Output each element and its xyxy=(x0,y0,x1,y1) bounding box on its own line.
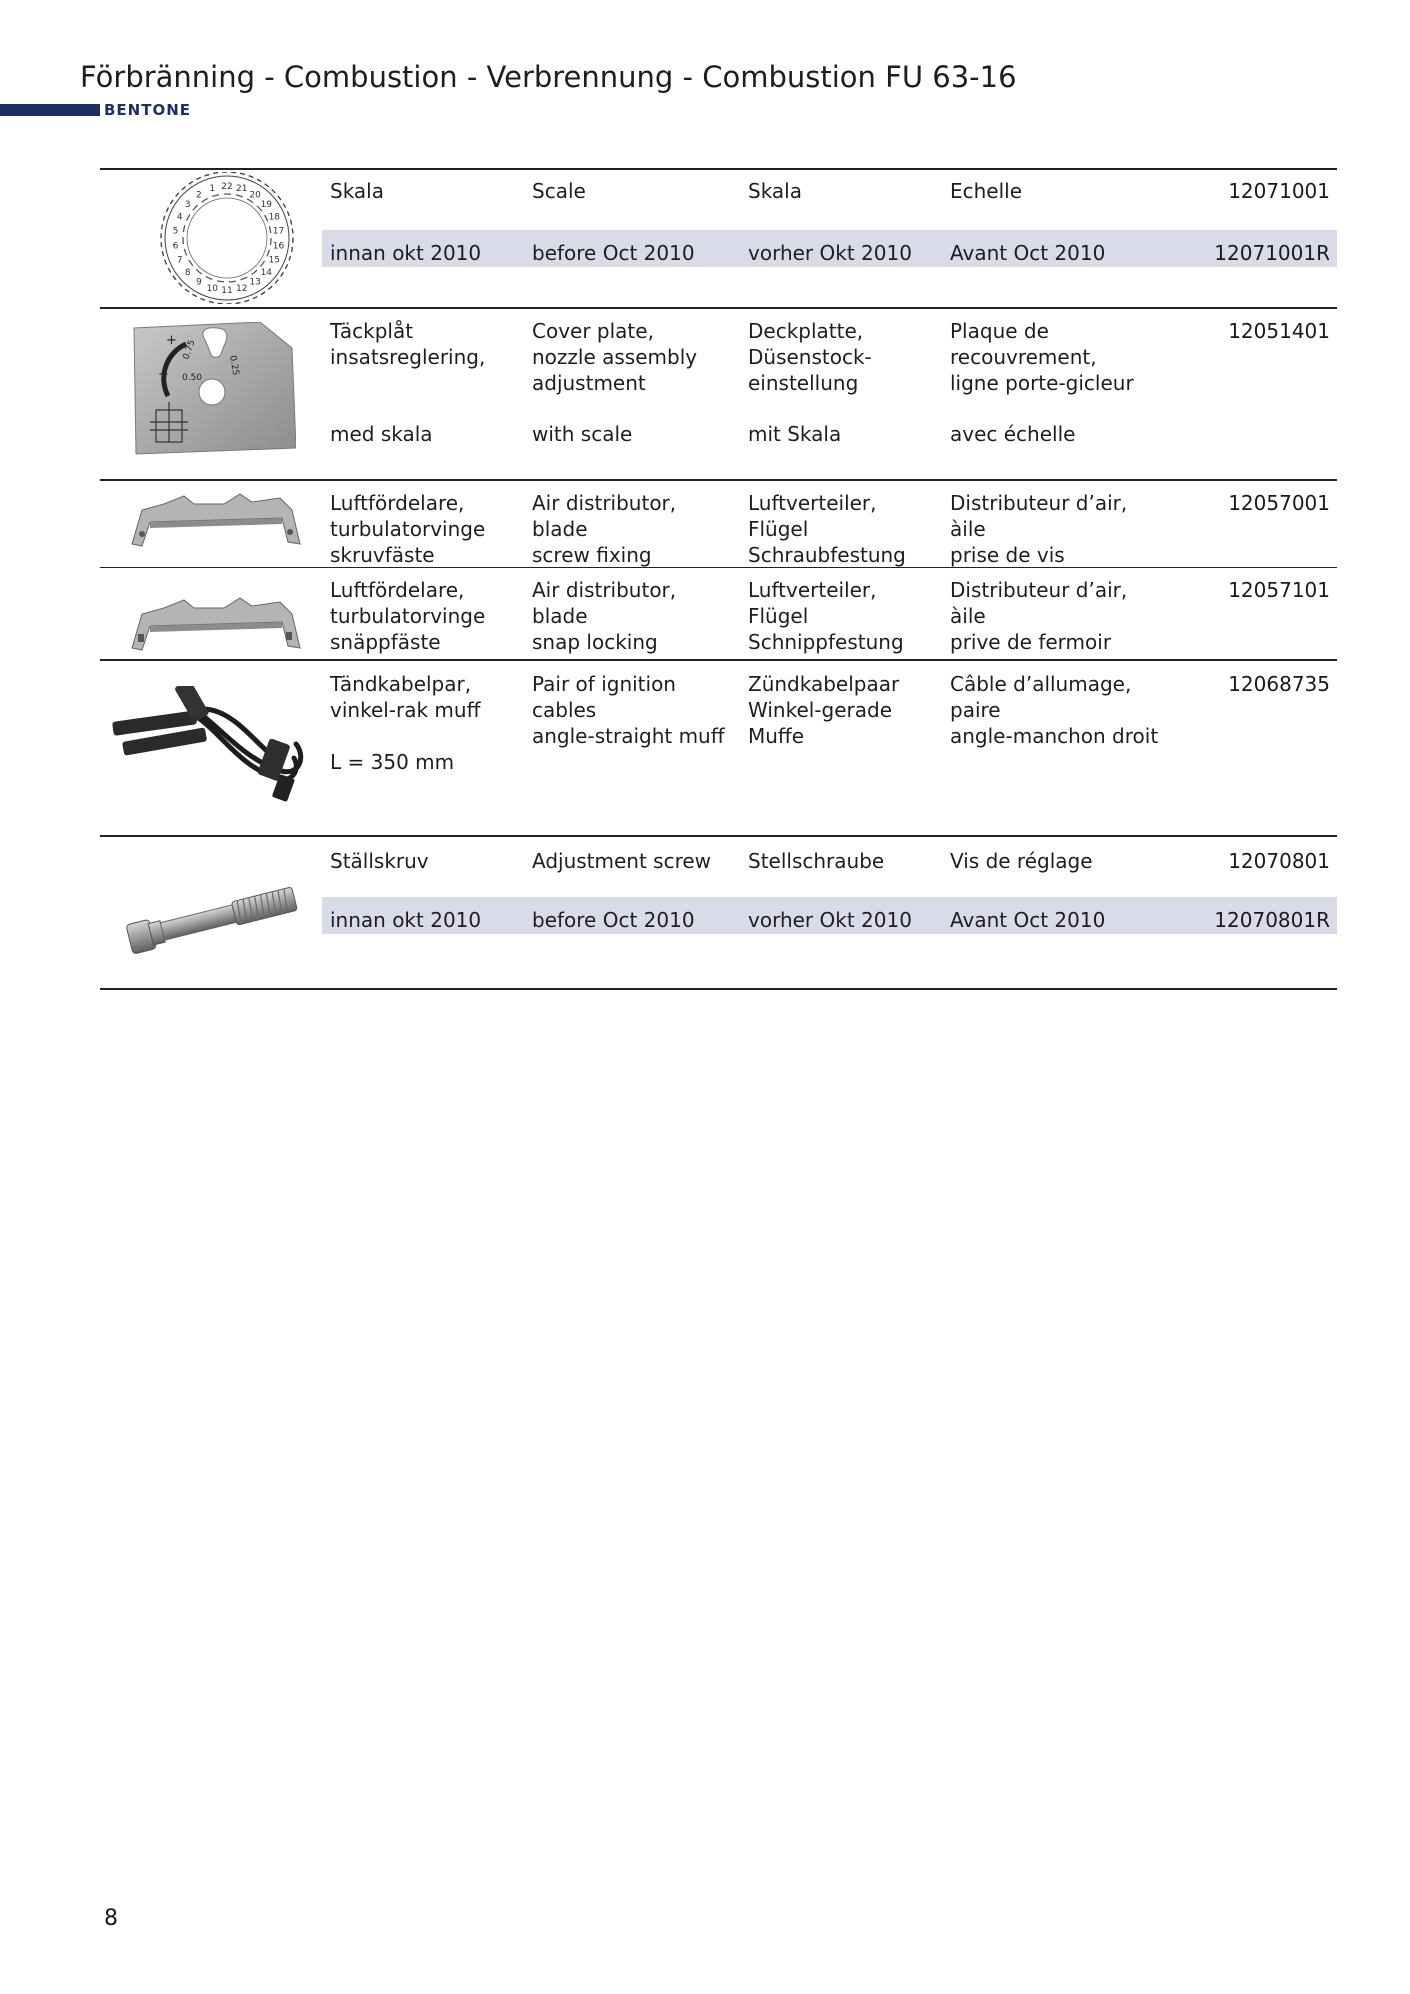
part-5-fr-3: angle-manchon droit xyxy=(950,724,1159,748)
air-distributor-screw-image xyxy=(124,490,304,552)
dial-number: 19 xyxy=(260,199,273,210)
note-sv: med skala xyxy=(330,422,433,446)
part-2-fr-2: recouvrement, xyxy=(950,345,1097,369)
part-3-en-1: Air distributor, xyxy=(532,491,677,515)
part-5-sv-1: Tändkabelpar, xyxy=(330,672,472,696)
part-6-fr: Vis de réglage xyxy=(950,849,1093,873)
row-divider xyxy=(100,307,1337,309)
part-2-fr-3: ligne porte-gicleur xyxy=(950,371,1134,395)
variant-fr: Avant Oct 2010 xyxy=(950,908,1106,932)
part-2-fr-1: Plaque de xyxy=(950,319,1049,343)
note-en: with scale xyxy=(532,422,633,446)
part-5-sv-4: L = 350 mm xyxy=(330,750,455,774)
dial-number: 8 xyxy=(184,268,191,279)
part-4-en-1: Air distributor, xyxy=(532,578,677,602)
part-4-fr-2: àile xyxy=(950,604,986,628)
part-3-fr-2: àile xyxy=(950,517,986,541)
part-3-sv-1: Luftfördelare, xyxy=(330,491,465,515)
part-number: 12051401 xyxy=(1228,319,1330,343)
plate-minus-label: − xyxy=(158,367,169,382)
row-divider xyxy=(100,835,1337,837)
dial-number: 13 xyxy=(249,277,261,288)
part-5-de-2: Winkel-gerade xyxy=(748,698,892,722)
part-4-en-3: snap locking xyxy=(532,630,658,654)
part-3-en-2: blade xyxy=(532,517,588,541)
part-4-en-2: blade xyxy=(532,604,588,628)
part-number: 12068735 xyxy=(1228,672,1330,696)
part-3-en-3: screw fixing xyxy=(532,543,652,567)
note-fr: avec échelle xyxy=(950,422,1076,446)
ignition-cables-image xyxy=(110,686,310,802)
dial-number: 10 xyxy=(206,283,219,294)
row-divider xyxy=(100,659,1337,661)
part-2-de-1: Deckplatte, xyxy=(748,319,864,343)
part-4-sv-1: Luftfördelare, xyxy=(330,578,465,602)
variant-sv: innan okt 2010 xyxy=(330,908,482,932)
adjustment-screw-image xyxy=(122,874,302,956)
dial-number: 16 xyxy=(272,241,285,252)
plate-label-c: 0.25 xyxy=(227,354,241,377)
part-3-de-3: Schraubfestung xyxy=(748,543,906,567)
part-3-sv-3: skruvfäste xyxy=(330,543,435,567)
plate-plus-label: + xyxy=(166,333,177,348)
dial-number: 5 xyxy=(172,226,179,237)
dial-number: 11 xyxy=(221,286,233,296)
row-divider xyxy=(100,567,1337,568)
part-1-en: Scale xyxy=(532,179,586,203)
dial-number: 1 xyxy=(209,184,216,195)
part-2-en-2: nozzle assembly xyxy=(532,345,698,369)
part-6-sv: Ställskruv xyxy=(330,849,429,873)
part-4-sv-3: snäppfäste xyxy=(330,630,441,654)
page-title: Förbränning - Combustion - Verbrennung - Combustion FU 63-16 xyxy=(80,60,1017,94)
part-4-fr-1: Distributeur d’air, xyxy=(950,578,1128,602)
part-2-de-3: einstellung xyxy=(748,371,859,395)
plate-label-b: 0.50 xyxy=(182,373,203,383)
part-6-en: Adjustment screw xyxy=(532,849,712,873)
part-number: 12057101 xyxy=(1228,578,1330,602)
variant-en: before Oct 2010 xyxy=(532,241,695,265)
dial-number: 12 xyxy=(235,283,248,294)
air-distributor-snap-image xyxy=(124,594,304,656)
page-number: 8 xyxy=(104,1906,118,1931)
part-2-sv-2: insatsreglering, xyxy=(330,345,486,369)
part-3-de-1: Luftverteiler, xyxy=(748,491,877,515)
part-5-de-1: Zündkabelpaar xyxy=(748,672,900,696)
table-bottom-rule xyxy=(100,988,1337,990)
part-5-en-1: Pair of ignition xyxy=(532,672,676,696)
part-4-sv-2: turbulatorvinge xyxy=(330,604,486,628)
part-1-fr: Echelle xyxy=(950,179,1023,203)
part-3-fr-1: Distributeur d’air, xyxy=(950,491,1128,515)
dial-number: 22 xyxy=(221,182,233,192)
part-5-fr-2: paire xyxy=(950,698,1001,722)
dial-number: 4 xyxy=(176,212,183,223)
variant-part-number: 12071001R xyxy=(1214,241,1330,265)
part-2-de-2: Düsenstock- xyxy=(748,345,872,369)
part-3-sv-2: turbulatorvinge xyxy=(330,517,486,541)
dial-number: 17 xyxy=(272,226,285,237)
scale-dial-image xyxy=(142,172,312,304)
variant-fr: Avant Oct 2010 xyxy=(950,241,1106,265)
plate-label-a: 0.75 xyxy=(181,338,198,362)
part-3-de-2: Flügel xyxy=(748,517,809,541)
dial-number: 3 xyxy=(184,199,191,210)
variant-part-number: 12070801R xyxy=(1214,908,1330,932)
part-1-de: Skala xyxy=(748,179,802,203)
part-2-sv-1: Täckplåt xyxy=(330,319,414,343)
part-5-de-3: Muffe xyxy=(748,724,805,748)
dial-number: 6 xyxy=(172,241,179,252)
dial-number: 21 xyxy=(235,184,248,195)
part-number: 12071001 xyxy=(1228,179,1330,203)
part-1-sv: Skala xyxy=(330,179,384,203)
dial-number: 7 xyxy=(176,255,183,266)
part-6-de: Stellschraube xyxy=(748,849,885,873)
table-top-rule xyxy=(100,168,1337,170)
part-5-en-2: cables xyxy=(532,698,597,722)
part-4-de-1: Luftverteiler, xyxy=(748,578,877,602)
part-4-fr-3: prive de fermoir xyxy=(950,630,1112,654)
dial-number: 20 xyxy=(249,190,261,201)
part-2-en-3: adjustment xyxy=(532,371,646,395)
part-4-de-2: Flügel xyxy=(748,604,809,628)
cover-plate-image xyxy=(130,322,296,456)
brand-bar xyxy=(0,104,100,116)
row-divider xyxy=(100,479,1337,481)
brand-label: BENTONE xyxy=(104,101,192,119)
variant-en: before Oct 2010 xyxy=(532,908,695,932)
dial-number: 18 xyxy=(268,212,281,223)
variant-sv: innan okt 2010 xyxy=(330,241,482,265)
part-5-en-3: angle-straight muff xyxy=(532,724,725,748)
variant-de: vorher Okt 2010 xyxy=(748,241,912,265)
dial-number: 2 xyxy=(196,190,202,201)
part-2-en-1: Cover plate, xyxy=(532,319,654,343)
part-5-fr-1: Câble d’allumage, xyxy=(950,672,1132,696)
part-3-fr-3: prise de vis xyxy=(950,543,1065,567)
dial-number: 9 xyxy=(196,277,202,288)
dial-number: 15 xyxy=(268,255,281,266)
dial-number: 14 xyxy=(260,268,273,279)
variant-de: vorher Okt 2010 xyxy=(748,908,912,932)
part-5-sv-2: vinkel-rak muff xyxy=(330,698,481,722)
part-number: 12070801 xyxy=(1228,849,1330,873)
part-number: 12057001 xyxy=(1228,491,1330,515)
note-de: mit Skala xyxy=(748,422,842,446)
part-4-de-3: Schnippfestung xyxy=(748,630,904,654)
